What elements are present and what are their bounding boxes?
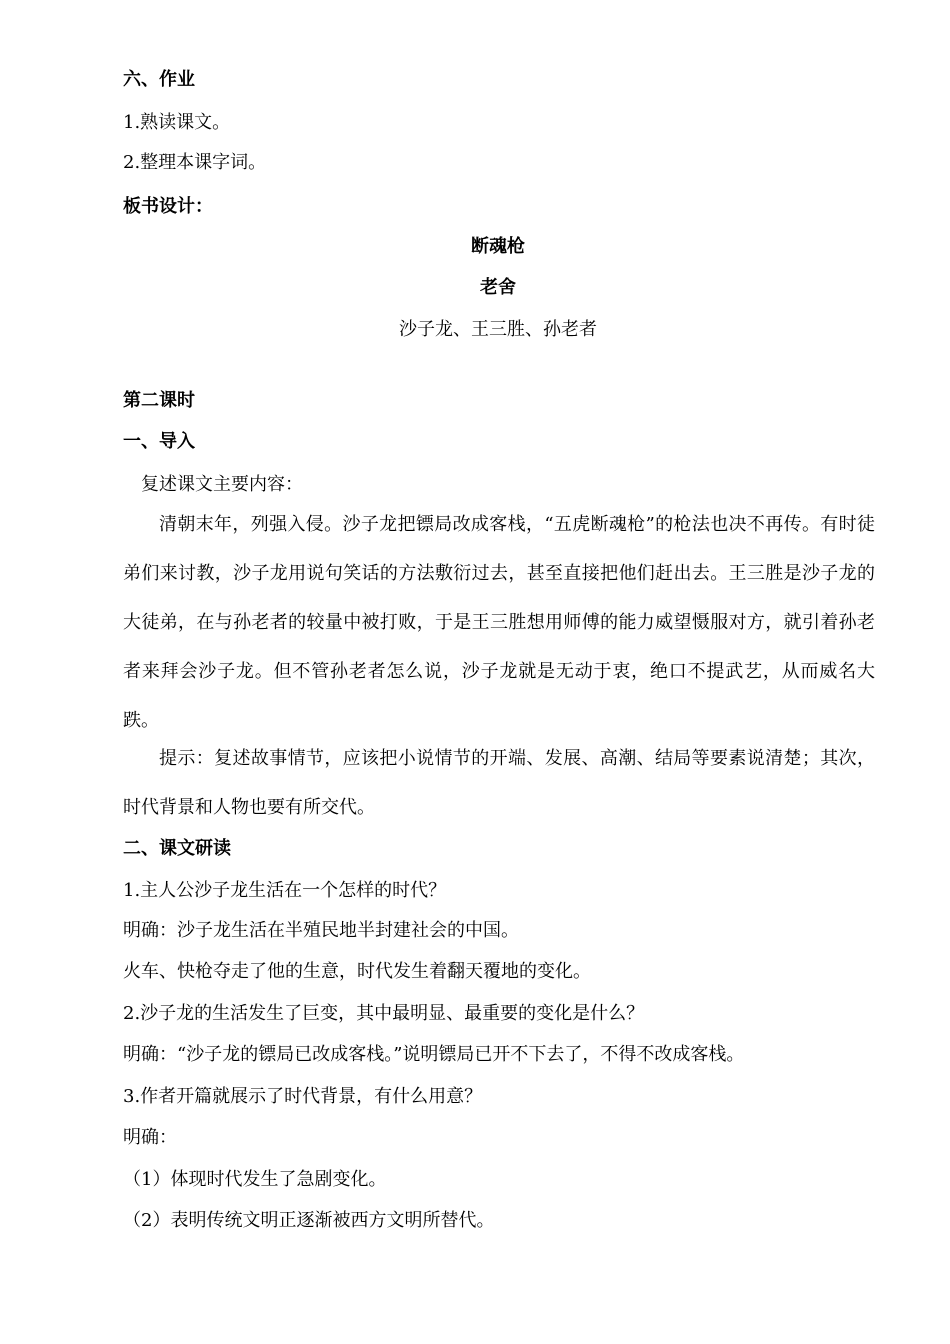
answer: 明确：“沙子龙的镖局已改成客栈。”说明镖局已开不下去了，不得不改成客栈。 <box>123 1044 745 1065</box>
board-characters: 沙子龙、王三胜、孙老者 <box>399 319 597 340</box>
summary-paragraph: 清朝末年，列强入侵。沙子龙把镖局改成客栈，“五虎断魂枪”的枪法也决不再传。有时徒弟们来讨教，沙子龙用说句笑话的方法敷衍过去，甚至直接把他们赶出去。王三胜是沙子龙的大徒弟，在与孙老者的较量中被打败，于是王三胜想用师傅的能力威望慑服对方，就引着孙老者来拜会沙子龙。但不管孙老者怎么说，沙子龙就是无动于衷，绝口不提武艺，从而威名大跌。 <box>123 514 875 731</box>
answer: 明确： <box>123 1127 177 1148</box>
question: 1.主人公沙子龙生活在一个怎样的时代？ <box>123 880 447 901</box>
board-author: 老舍 <box>480 277 516 298</box>
question: 3.作者开篇就展示了时代背景，有什么用意？ <box>123 1086 483 1107</box>
answer: 火车、快枪夺走了他的生意，时代发生着翻天覆地的变化。 <box>123 961 591 982</box>
answer-point: （1）体现时代发生了急剧变化。 <box>123 1169 387 1190</box>
section-heading: 二、课文研读 <box>123 838 231 859</box>
lesson-heading: 第二课时 <box>123 390 195 411</box>
section-heading: 一、导入 <box>123 431 195 452</box>
board-design-heading: 板书设计： <box>123 196 213 217</box>
homework-item: 1.熟读课文。 <box>123 112 231 133</box>
answer: 明确：沙子龙生活在半殖民地半封建社会的中国。 <box>123 920 519 941</box>
question: 2.沙子龙的生活发生了巨变，其中最明显、最重要的变化是什么？ <box>123 1003 645 1024</box>
homework-heading: 六、作业 <box>123 69 195 90</box>
answer-point: （2）表明传统文明正逐渐被西方文明所替代。 <box>123 1210 495 1231</box>
retell-prompt: 复述课文主要内容： <box>141 474 303 495</box>
tip-paragraph: 提示：复述故事情节，应该把小说情节的开端、发展、高潮、结局等要素说清楚；其次，时代背景和人物也要有所交代。 <box>123 748 875 818</box>
board-title: 断魂枪 <box>471 236 525 257</box>
homework-item: 2.整理本课字词。 <box>123 152 267 173</box>
